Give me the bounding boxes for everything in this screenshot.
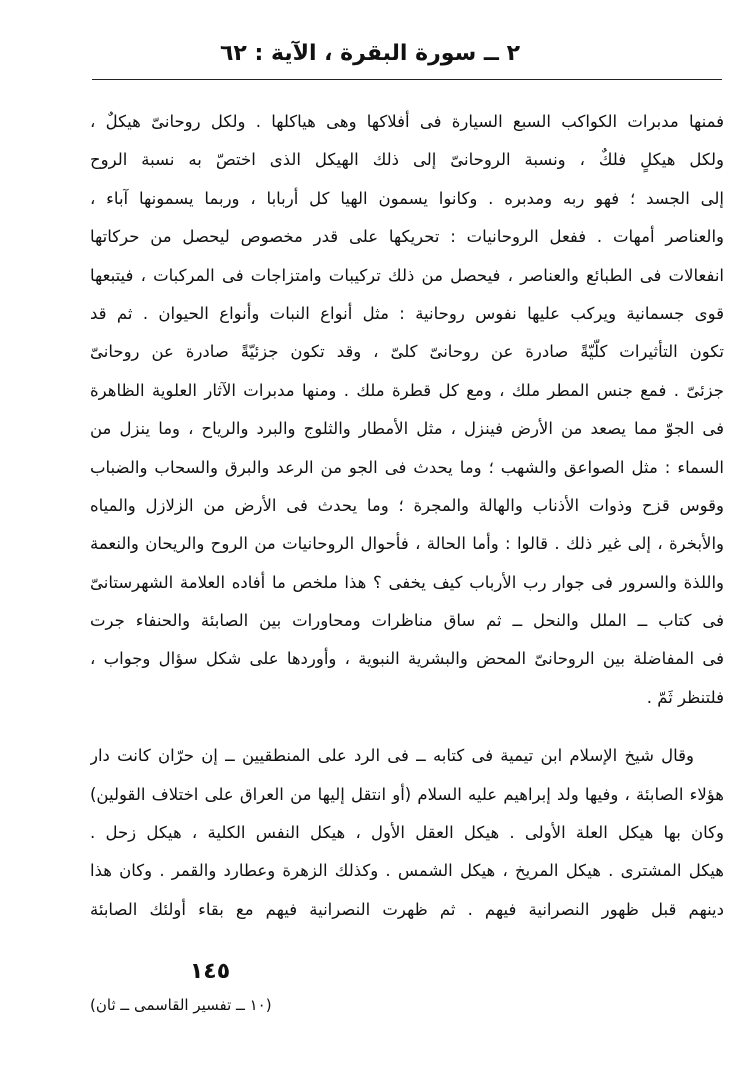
text-line: تكون التأثيرات كلّيّةً صادرة عن روحانىّ كلىّ ، وقد تكون جزئيّةً صادرة عن روحانىّ <box>90 342 724 362</box>
text-line: وقوس قزح وذوات الأذناب والهالة والمجرة ؛ وما يحدث فى الأرض من الزلازل والمياه <box>90 495 724 515</box>
text-line: السماء : مثل الصواعق والشهب ؛ وما يحدث فى الجو من الرعد والبرق والسحاب والضباب <box>90 457 724 477</box>
text-line: واللذة والسرور فى جوار رب الأرباب كيف يخفى ؟ هذا ملخص ما أفاده العلامة الشهرستانىّ <box>90 572 724 592</box>
paragraph-gap <box>90 717 724 737</box>
text-line: جزئىّ . فمع جنس المطر ملك ، ومع كل قطرة ملك . ومنها مدبرات الآثار العلوية الظاهرة <box>90 380 724 400</box>
text-line: فى المفاضلة بين الروحانىّ المحض والبشرية النبوية ، وأوردها على شكل سؤال وجواب ، <box>90 649 724 669</box>
signature-mark: (١٠ ــ تفسير القاسمى ــ ثان) <box>90 996 272 1014</box>
paragraph-1 <box>90 103 724 717</box>
body-text <box>90 103 724 929</box>
text-line: انفعالات فى الطبائع والعناصر ، فيحصل من ذلك تركيبات وامتزاجات فى المركبات ، فيتبعها <box>90 265 724 285</box>
header-rule <box>92 79 722 80</box>
text-line: والأبخرة ، إلى غير ذلك . قالوا : وأما الحالة ، فأحوال الروحانيات من الروح والريحان والنعمة <box>90 534 724 554</box>
text-line: والعناصر أمهات . ففعل الروحانيات : تحريكها على قدر مخصوص ليحصل من حركاتها <box>90 227 724 247</box>
text-line: هؤلاء الصابئة ، وفيها ولد إبراهيم عليه السلام (أو انتقل إليها من العراق على اختلاف القولين) <box>90 784 724 804</box>
text-line: وكان بها هيكل العلة الأولى . هيكل العقل الأول ، هيكل النفس الكلية ، هيكل زحل . <box>90 823 724 843</box>
text-line: وقال شيخ الإسلام ابن تيمية فى كتابه ــ فى الرد على المنطقيين ــ إن حرّان كانت دار <box>90 746 694 766</box>
running-head: ٢ ــ سورة البقرة ، الآية : ٦٢ <box>220 41 520 66</box>
text-line: إلى الجسد ؛ فهو ربه ومدبره . وكانوا يسمون الهيا كل أربابا ، وربما يسمونها آباء ، <box>90 188 724 208</box>
text-line: هيكل المشترى . هيكل المريخ ، هيكل الشمس . وكذلك الزهرة وعطارد والقمر . وكان هذا <box>90 861 724 881</box>
paragraph-2 <box>90 737 724 929</box>
text-line: فلتنظر ثَمّ . <box>646 687 724 707</box>
text-line: فى الجوّ مما يصعد من الأرض فينزل ، مثل الأمطار والثلوج والبرد والرياح ، وما ينزل من <box>90 419 724 439</box>
text-line: دينهم قبل ظهور النصرانية فيهم . ثم ظهرت النصرانية فيهم مع بقاء أولئك الصابئة <box>90 899 724 919</box>
page-number: ١٤٥ <box>189 959 231 984</box>
text-line: فى كتاب ــ الملل والنحل ــ ثم ساق مناظرات ومحاورات بين الصابئة والحنفاء جرت <box>90 611 724 631</box>
text-line: قوى جسمانية ويركب عليها نفوس روحانية : مثل أنواع النبات وأنواع الحيوان . ثم قد <box>90 303 724 323</box>
text-line: فمنها مدبرات الكواكب السبع السيارة فى أفلاكها وهى هياكلها . ولكل روحانىّ هيكلٌ ، <box>90 112 724 131</box>
text-line: ولكل هيكلٍ فلكٌ ، ونسبة الروحانىّ إلى ذلك الهيكل الذى اختصّ به نسبة الروح <box>90 150 724 170</box>
